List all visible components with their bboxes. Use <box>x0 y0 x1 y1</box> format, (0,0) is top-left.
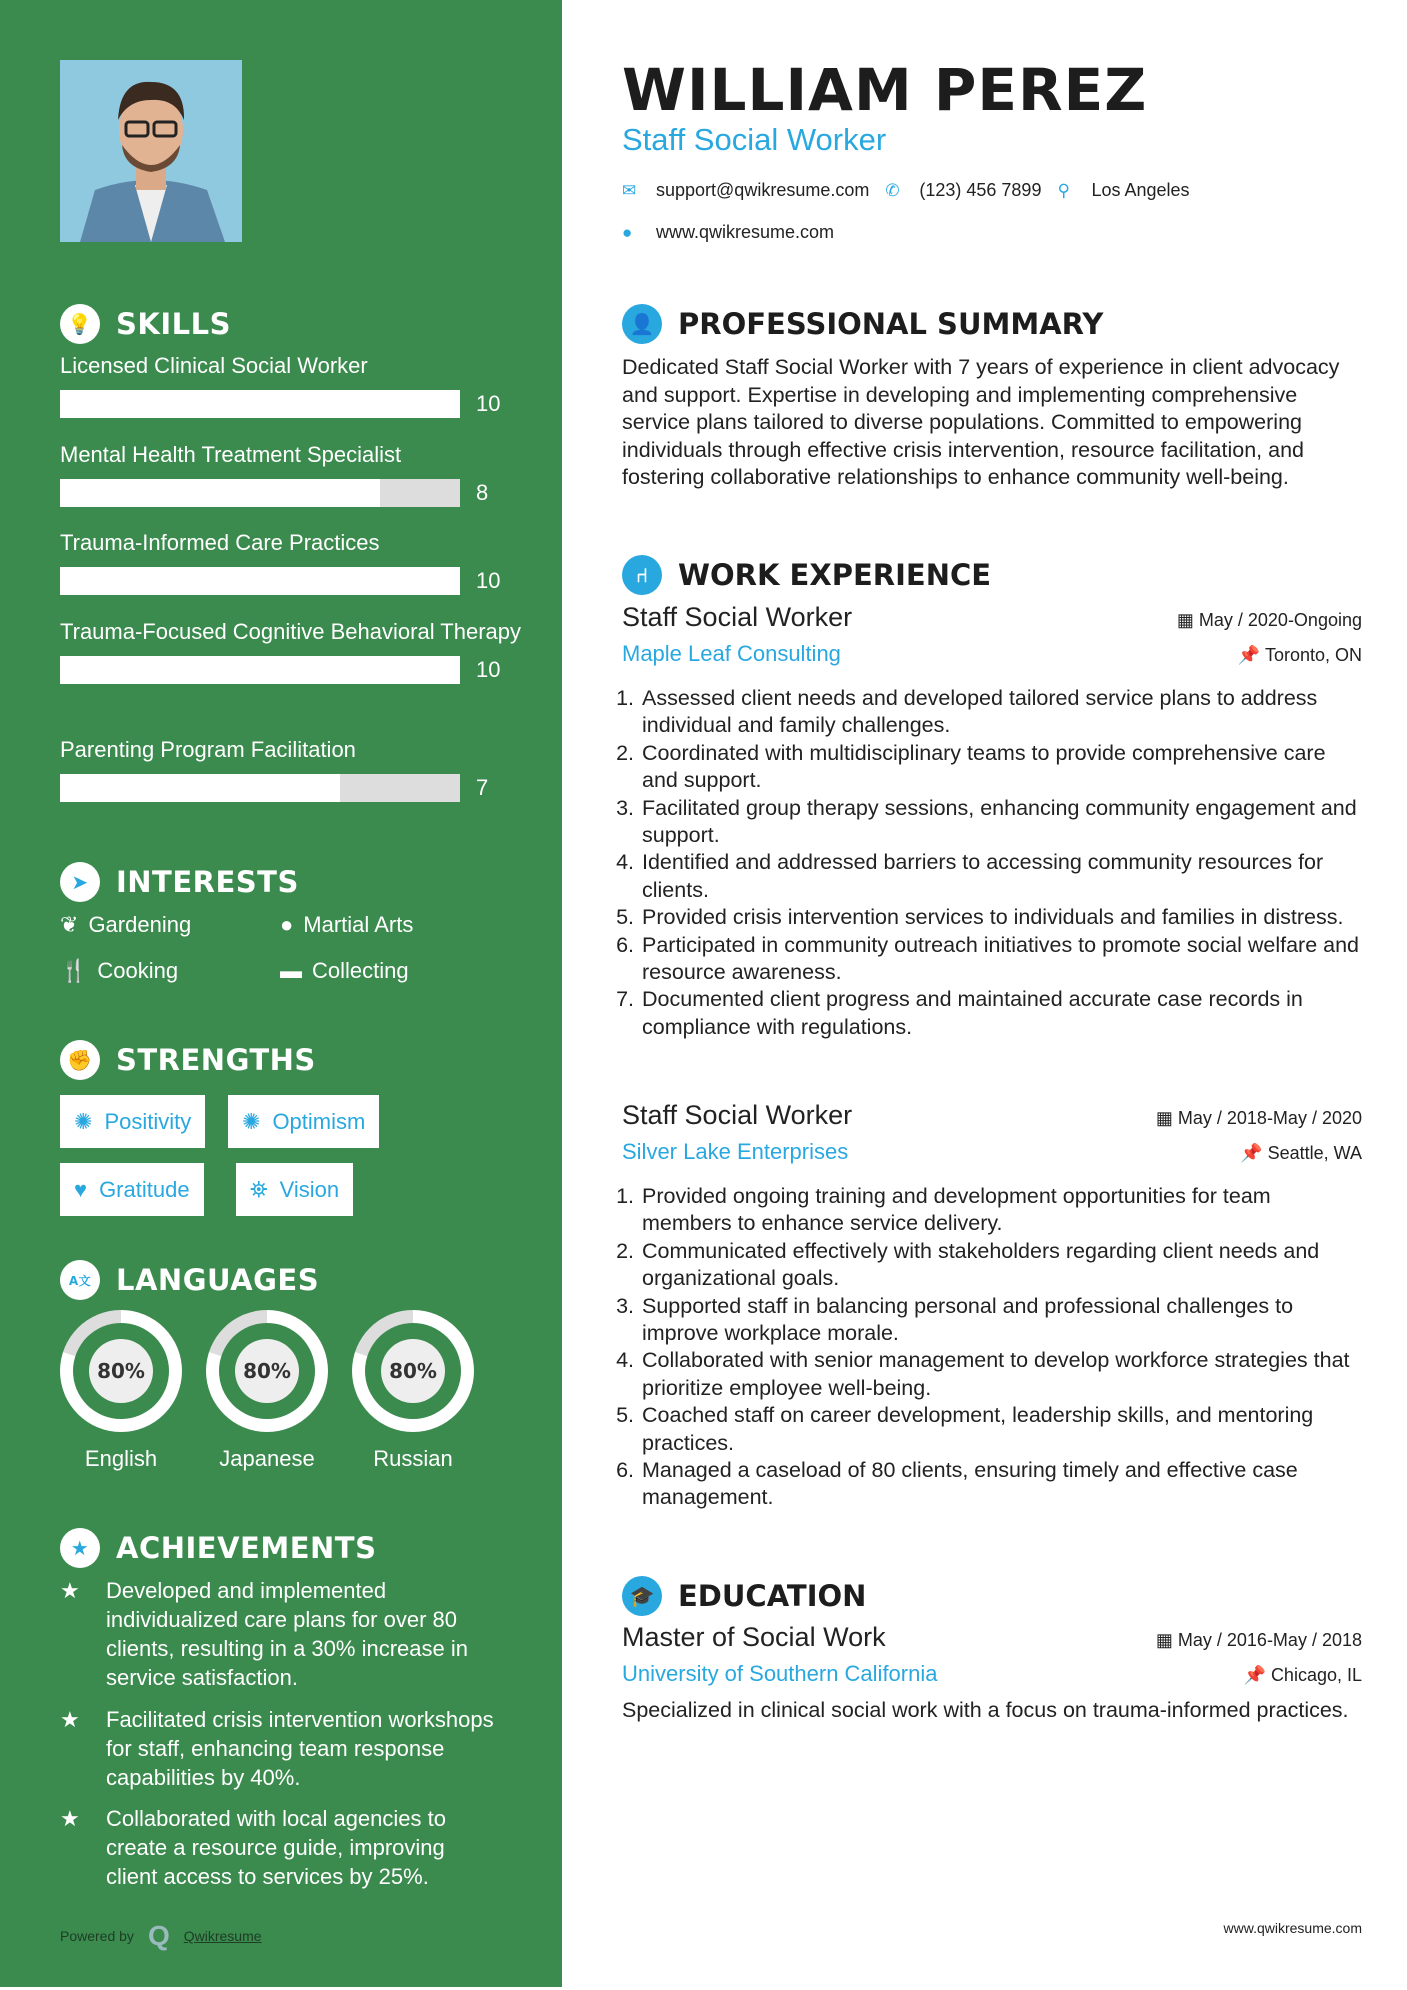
sun-icon: ✺ <box>74 1108 93 1134</box>
task-item: 5. Coached staff on career development, leadership skills, and mentoring practices. <box>640 1402 1362 1457</box>
shooting-star-icon: ★ <box>60 1578 80 1603</box>
skill-bar-fill <box>60 774 340 802</box>
qwikresume-logo-icon: Q <box>147 1920 170 1951</box>
strength-pill: ✺ Positivity <box>60 1095 205 1148</box>
envelope-icon: ✉ <box>622 180 637 200</box>
shooting-star-icon: ★ <box>60 1707 80 1732</box>
binoculars-icon: ⛯ <box>250 1176 268 1202</box>
interests-heading: ➤ INTERESTS <box>60 862 299 902</box>
shooting-star-icon: ★ <box>60 1806 80 1831</box>
language-name: Russian <box>373 1446 453 1471</box>
task-item: 6. Managed a caseload of 80 clients, ensuring timely and effective case management. <box>640 1457 1362 1512</box>
graduation-icon: 🎓 <box>622 1576 662 1616</box>
website[interactable]: www.qwikresume.com <box>656 222 835 242</box>
phone: (123) 456 7899 <box>919 180 1042 200</box>
skill-label: Parenting Program Facilitation <box>60 737 356 762</box>
chair-icon: ⑁ <box>622 555 662 595</box>
pushpin-icon: 📌 <box>1243 1665 1271 1685</box>
interest-item: ▬ Collecting <box>280 958 409 983</box>
skill-item <box>60 736 530 802</box>
skill-bar-fill <box>60 656 460 684</box>
globe-icon: ● <box>622 222 633 242</box>
language-donut <box>206 1310 328 1432</box>
powered-by: Powered by Q Qwikresume <box>60 1920 262 1951</box>
skill-bar <box>60 479 460 507</box>
skill-value: 10 <box>476 391 501 416</box>
candidate-name: WILLIAM PEREZ <box>622 56 1148 124</box>
skill-item <box>60 618 530 684</box>
qwikresume-link[interactable]: Qwikresume <box>183 1928 262 1944</box>
education-dates: May / 2016-May / 2018 <box>1177 1630 1362 1650</box>
experience-heading: ⑁ WORK EXPERIENCE <box>622 555 991 595</box>
task-item: 3. Supported staff in balancing personal and professional challenges to improve workplace morale. <box>640 1293 1362 1348</box>
language-donut <box>352 1310 474 1432</box>
skill-item <box>60 441 530 507</box>
contact-row <box>622 180 1190 201</box>
heart-icon: ♥ <box>74 1176 88 1202</box>
strength-pill: ♥ Gratitude <box>60 1163 204 1216</box>
interest-item: 🍴 Cooking <box>60 958 179 983</box>
achievement-item: ★ Collaborated with local agencies to create a resource guide, improving client access to services by 25%. <box>60 1806 446 1889</box>
achievement-item: ★ Facilitated crisis intervention workshops for staff, enhancing team response capabilities by 40%. <box>60 1707 494 1790</box>
skill-label: Trauma-Focused Cognitive Behavioral Therapy <box>60 619 522 644</box>
calendar-icon: ▦ <box>1155 1630 1178 1650</box>
job-location: Seattle, WA <box>1267 1143 1362 1163</box>
website-row <box>622 222 834 243</box>
calendar-icon: ▦ <box>1155 1108 1178 1128</box>
job-entry <box>622 602 1362 1041</box>
star-icon: ★ <box>60 1528 100 1568</box>
achievement-item: ★ Developed and implemented individualized care plans for over 80 clients, resulting in a 30% increase in service satisfaction. <box>60 1578 468 1690</box>
job-title: Staff Social Worker <box>622 602 853 632</box>
strength-pill: ✺ Optimism <box>228 1095 379 1148</box>
skill-value: 10 <box>476 568 501 593</box>
language-item <box>352 1310 474 1472</box>
globe-icon: ● <box>280 912 294 937</box>
task-item: 5. Provided crisis intervention services to individuals and families in distress. <box>640 904 1362 931</box>
phone-icon: ✆ <box>885 180 900 200</box>
task-list <box>622 685 1362 1041</box>
job-title: Staff Social Worker <box>622 1100 853 1130</box>
task-list <box>622 1183 1362 1512</box>
language-percent: 80% <box>381 1339 445 1403</box>
footer-website[interactable]: www.qwikresume.com <box>1223 1920 1362 1936</box>
fist-icon: ✊ <box>60 1040 100 1080</box>
skill-item <box>60 352 530 418</box>
skills-heading: 💡 SKILLS <box>60 304 231 344</box>
skill-value: 7 <box>476 775 489 800</box>
summary-text: Dedicated Staff Social Worker with 7 years of experience in client advocacy and support. Expertise in developing and implementing comprehensive service plans tailored to diverse populations. Committed to empowering individuals through effective crisis intervention, resource facilitation, and fostering collaborative relationships to enhance community well-being. <box>622 355 1340 489</box>
interest-item: ● Martial Arts <box>280 912 414 937</box>
language-donut <box>60 1310 182 1432</box>
education-entry <box>622 1622 1362 1725</box>
skill-bar-fill <box>60 479 380 507</box>
achievements-heading: ★ ACHIEVEMENTS <box>60 1528 376 1568</box>
skill-bar <box>60 774 460 802</box>
skill-label: Licensed Clinical Social Worker <box>60 353 368 378</box>
lightbulb-icon: 💡 <box>60 304 100 344</box>
user-icon: 👤 <box>622 304 662 344</box>
skill-bar <box>60 390 460 418</box>
strengths-heading: ✊ STRENGTHS <box>60 1040 316 1080</box>
map-pin-icon: ⚲ <box>1057 180 1070 200</box>
calendar-icon: ▦ <box>1176 610 1199 630</box>
company: Maple Leaf Consulting <box>622 641 841 666</box>
education-description: Specialized in clinical social work with a focus on trauma-informed practices. <box>622 1698 1349 1722</box>
language-item <box>206 1310 328 1472</box>
email[interactable]: support@qwikresume.com <box>656 180 870 200</box>
skill-value: 8 <box>476 480 489 505</box>
skill-label: Trauma-Informed Care Practices <box>60 530 380 555</box>
pushpin-icon: 📌 <box>1240 1143 1268 1163</box>
skill-bar-fill <box>60 567 460 595</box>
education-heading: 🎓 EDUCATION <box>622 1576 866 1616</box>
task-item: 1. Provided ongoing training and development opportunities for team members to enhance service delivery. <box>640 1183 1362 1238</box>
language-name: Japanese <box>219 1446 315 1471</box>
task-item: 4. Collaborated with senior management to develop workforce strategies that prioritize employee well-being. <box>640 1347 1362 1402</box>
language-item <box>60 1310 182 1472</box>
language-percent: 80% <box>235 1339 299 1403</box>
pushpin-icon: 📌 <box>1237 645 1265 665</box>
task-item: 2. Coordinated with multidisciplinary teams to provide comprehensive care and support. <box>640 740 1362 795</box>
archive-icon: ▬ <box>280 958 302 983</box>
skill-item <box>60 529 530 595</box>
task-item: 6. Participated in community outreach initiatives to promote social welfare and resource awareness. <box>640 932 1362 987</box>
summary-heading: 👤 PROFESSIONAL SUMMARY <box>622 304 1103 344</box>
location: Los Angeles <box>1091 180 1190 200</box>
job-dates: May / 2018-May / 2020 <box>1177 1108 1362 1128</box>
language-icon: A文 <box>60 1260 100 1300</box>
degree: Master of Social Work <box>622 1622 886 1652</box>
job-dates: May / 2020-Ongoing <box>1198 610 1362 630</box>
candidate-title: Staff Social Worker <box>622 122 887 157</box>
sun-icon: ✺ <box>242 1108 261 1134</box>
interest-item: ❦ Gardening <box>60 912 192 937</box>
education-location: Chicago, IL <box>1270 1665 1362 1685</box>
skill-value: 10 <box>476 657 501 682</box>
task-item: 1. Assessed client needs and developed tailored service plans to address individual and family challenges. <box>640 685 1362 740</box>
company: Silver Lake Enterprises <box>622 1139 849 1164</box>
job-location: Toronto, ON <box>1264 645 1362 665</box>
skill-label: Mental Health Treatment Specialist <box>60 442 402 467</box>
school: University of Southern California <box>622 1661 938 1686</box>
profile-photo <box>60 60 242 242</box>
sidebar <box>0 0 562 1987</box>
language-name: English <box>84 1446 158 1471</box>
language-percent: 80% <box>89 1339 153 1403</box>
task-item: 3. Facilitated group therapy sessions, enhancing community engagement and support. <box>640 795 1362 850</box>
leaf-icon: ❦ <box>60 912 79 937</box>
task-item: 4. Identified and addressed barriers to accessing community resources for clients. <box>640 849 1362 904</box>
job-entry <box>622 1100 1362 1512</box>
strength-pill: ⛯ Vision <box>236 1163 353 1216</box>
skill-bar <box>60 656 460 684</box>
utensils-icon: 🍴 <box>60 958 88 983</box>
task-item: 7. Documented client progress and maintained accurate case records in compliance with regulations. <box>640 986 1362 1041</box>
skill-bar <box>60 567 460 595</box>
skill-bar-fill <box>60 390 460 418</box>
task-item: 2. Communicated effectively with stakeholders regarding client needs and organizational goals. <box>640 1238 1362 1293</box>
languages-heading: A文 LANGUAGES <box>60 1260 319 1300</box>
paper-plane-icon: ➤ <box>60 862 100 902</box>
